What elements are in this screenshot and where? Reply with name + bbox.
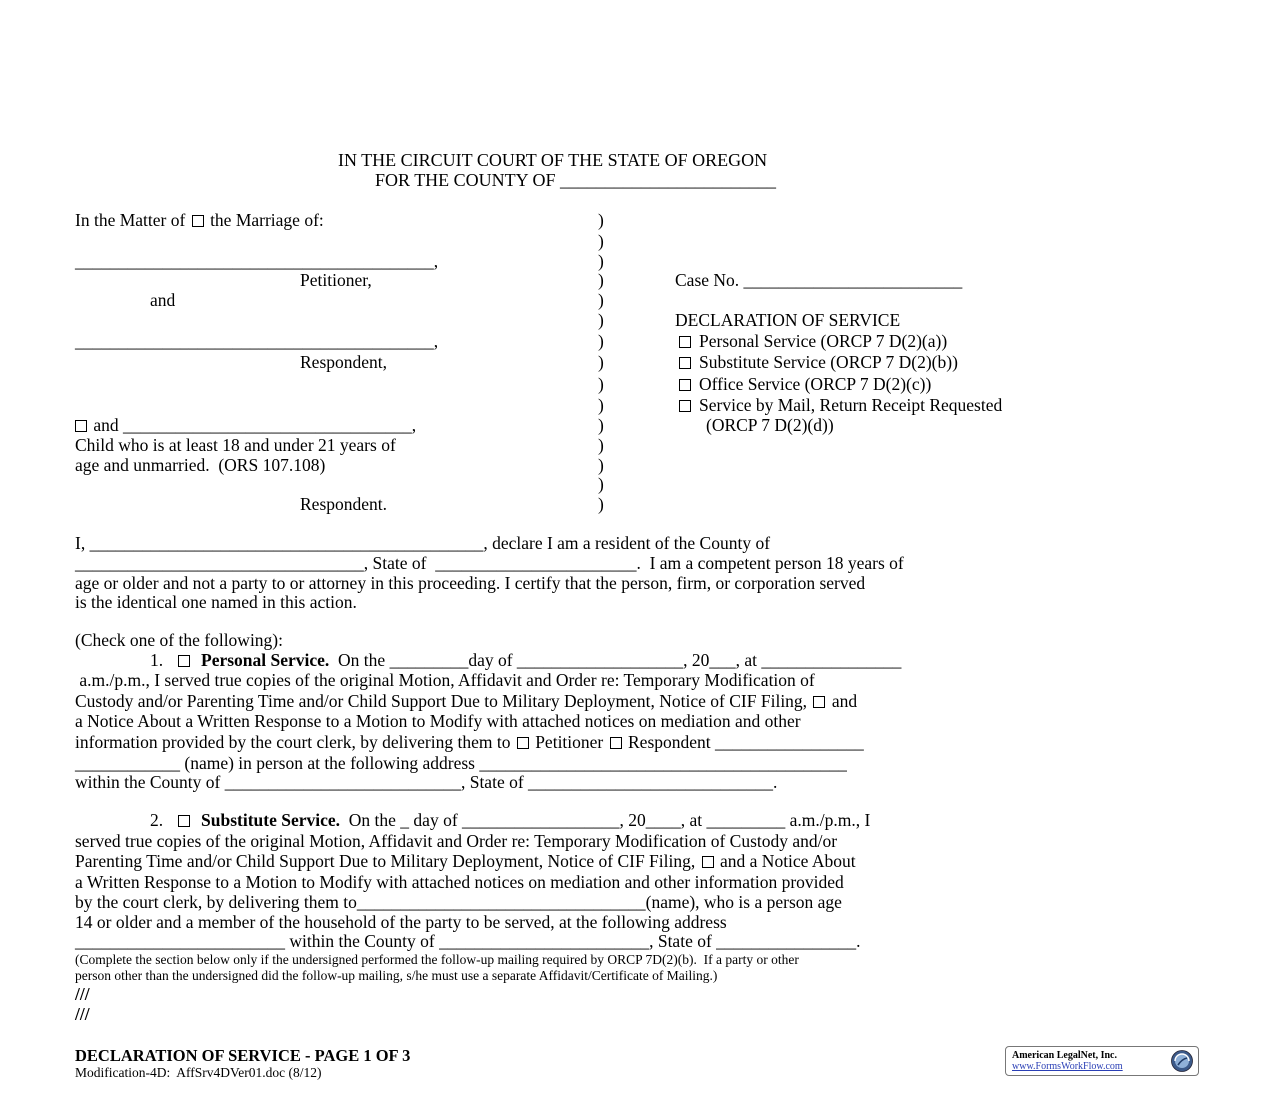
- text: Petitioner: [535, 732, 604, 752]
- note-line-2: person other than the undersigned did the follow-up mailing, s/he must use a separate Affidavit/Certificate of Mailing.): [75, 968, 718, 983]
- substitute-service-line-2: served true copies of the original Motion, Affidavit and Order re: Temporary Modification of Custody and/or: [75, 831, 838, 851]
- substitute-service-title: Substitute Service.: [201, 810, 341, 830]
- cif-checkbox-2[interactable]: [702, 856, 714, 868]
- paren: ): [598, 310, 604, 330]
- substitute-service-line-3: [75, 851, 856, 871]
- paren: ): [598, 494, 604, 514]
- footer-form-id: Modification-4D: AffSrv4DVer01.doc (8/12): [75, 1065, 322, 1080]
- personal-service-line-6[interactable]: ____________ (name) in person at the following address __________________________________________: [75, 753, 847, 773]
- check-one-label: (Check one of the following):: [75, 630, 284, 650]
- continuation-mark: ///: [75, 984, 90, 1004]
- declaration-line-2: _________________________________, State of _______________________. I am a competent person 18 years of: [75, 553, 904, 573]
- logo-company-name: American LegalNet, Inc.: [1012, 1050, 1117, 1061]
- petitioner-label: Petitioner,: [300, 270, 372, 290]
- option-label: Office Service (ORCP 7 D(2)(c)): [699, 374, 932, 394]
- paren: ): [598, 455, 604, 475]
- matter-suffix: the Marriage of:: [210, 210, 324, 230]
- marriage-checkbox[interactable]: [192, 215, 204, 227]
- paren: ): [598, 415, 604, 435]
- substitute-service-line-5[interactable]: by the court clerk, by delivering them to_________________________________(name), who is a person age: [75, 892, 842, 912]
- case-number-field[interactable]: Case No. _________________________: [675, 270, 963, 290]
- substitute-service-line-6: 14 or older and a member of the household of the party to be served, at the following address: [75, 912, 727, 932]
- text: Custody and/or Parenting Time and/or Child Support Due to Military Deployment, Notice of CIF Filing,: [75, 691, 808, 711]
- logo-url-link[interactable]: www.FormsWorkFlow.com: [1012, 1061, 1123, 1072]
- substitute-service-checkbox[interactable]: [679, 357, 691, 369]
- child-desc-1: Child who is at least 18 and under 21 years of: [75, 435, 396, 455]
- declaration-line-1: I, _____________________________________________, declare I am a resident of the County of: [75, 533, 771, 553]
- paren: ): [598, 331, 604, 351]
- personal-service-line-7[interactable]: within the County of ___________________________, State of ____________________________.: [75, 772, 778, 792]
- text: and: [831, 691, 858, 711]
- respondent-label: Respondent,: [300, 352, 388, 372]
- and-label: and: [150, 290, 176, 310]
- personal-service-date[interactable]: On the _________day of ___________________, 20___, at ________________: [338, 650, 902, 670]
- child-desc-2: age and unmarried. (ORS 107.108): [75, 455, 326, 475]
- option-mail-cont: (ORCP 7 D(2)(d)): [706, 415, 834, 435]
- item-number: 1.: [150, 650, 164, 670]
- child-checkbox[interactable]: [75, 420, 87, 432]
- personal-service-line-2: a.m./p.m., I served true copies of the original Motion, Affidavit and Order re: Temporary Modification of: [75, 670, 815, 690]
- substitute-service-date[interactable]: On the _ day of __________________, 20____, at _________ a.m./p.m., I: [348, 810, 871, 830]
- personal-service-line-4: a Notice About a Written Response to a Motion to Modify with attached notices on mediation and other: [75, 711, 801, 731]
- substitute-service-line-7[interactable]: ________________________ within the County of ________________________, State of ________________.: [75, 931, 861, 951]
- declaration-line-3: age or older and not a party to or attorney in this proceeding. I certify that the person, firm, or corporation served: [75, 573, 866, 593]
- paren: ): [598, 435, 604, 455]
- cif-checkbox[interactable]: [813, 696, 825, 708]
- declaration-title: DECLARATION OF SERVICE: [675, 310, 901, 330]
- option-personal: [675, 331, 947, 351]
- petitioner-checkbox[interactable]: [517, 737, 529, 749]
- personal-service-title: Personal Service.: [201, 650, 330, 670]
- option-label: Service by Mail, Return Receipt Requested: [699, 395, 1003, 415]
- personal-service-line-3: [75, 691, 857, 711]
- child-and: and: [93, 415, 119, 435]
- court-heading: IN THE CIRCUIT COURT OF THE STATE OF OREGON: [338, 150, 768, 170]
- paren: ): [598, 352, 604, 372]
- text: information provided by the court clerk, by delivering them to: [75, 732, 511, 752]
- continuation-mark: ///: [75, 1004, 90, 1024]
- respondent-name-blank[interactable]: _________________________________________,: [75, 331, 439, 351]
- county-heading: FOR THE COUNTY OF ________________________: [375, 170, 777, 190]
- office-service-checkbox[interactable]: [679, 379, 691, 391]
- respondent2-label: Respondent.: [300, 494, 388, 514]
- item-number: 2.: [150, 810, 164, 830]
- personal-service-line-1: [150, 650, 901, 670]
- paren: ): [598, 210, 604, 230]
- paren: ): [598, 474, 604, 494]
- paren: ): [598, 231, 604, 251]
- american-legalnet-logo[interactable]: [1005, 1046, 1199, 1076]
- paren: ): [598, 270, 604, 290]
- option-label: Personal Service (ORCP 7 D(2)(a)): [699, 331, 948, 351]
- substitute-service-line-4: a Written Response to a Motion to Modify with attached notices on mediation and other information provided: [75, 872, 844, 892]
- paren: ): [598, 395, 604, 415]
- paren: ): [598, 251, 604, 271]
- paren: ): [598, 290, 604, 310]
- declaration-line-4: is the identical one named in this action.: [75, 592, 357, 612]
- respondent-checkbox[interactable]: [610, 737, 622, 749]
- mail-service-checkbox[interactable]: [679, 400, 691, 412]
- text: and a Notice About: [720, 851, 856, 871]
- matter-line: [75, 210, 324, 230]
- child-name-blank[interactable]: _________________________________,: [123, 415, 417, 435]
- substitute-service-line-1: [150, 810, 870, 830]
- option-office: [675, 374, 931, 394]
- option-label: Substitute Service (ORCP 7 D(2)(b)): [699, 352, 958, 372]
- child-line: [75, 415, 416, 435]
- personal-service-line-5: [75, 732, 864, 752]
- matter-prefix: In the Matter of: [75, 210, 186, 230]
- substitute-service-item-checkbox[interactable]: [178, 815, 190, 827]
- footer-title: DECLARATION OF SERVICE - PAGE 1 OF 3: [75, 1046, 411, 1065]
- option-mail: [675, 395, 1002, 415]
- globe-icon: [1169, 1049, 1195, 1073]
- text: Parenting Time and/or Child Support Due to Military Deployment, Notice of CIF Filing,: [75, 851, 696, 871]
- paren: ): [598, 374, 604, 394]
- note-line-1: (Complete the section below only if the undersigned performed the follow-up mailing required by ORCP 7D(2)(b). If a party or other: [75, 952, 799, 967]
- option-substitute: [675, 352, 958, 372]
- petitioner-name-blank[interactable]: _________________________________________,: [75, 251, 439, 271]
- text[interactable]: Respondent _________________: [628, 732, 864, 752]
- personal-service-item-checkbox[interactable]: [178, 655, 190, 667]
- personal-service-checkbox[interactable]: [679, 336, 691, 348]
